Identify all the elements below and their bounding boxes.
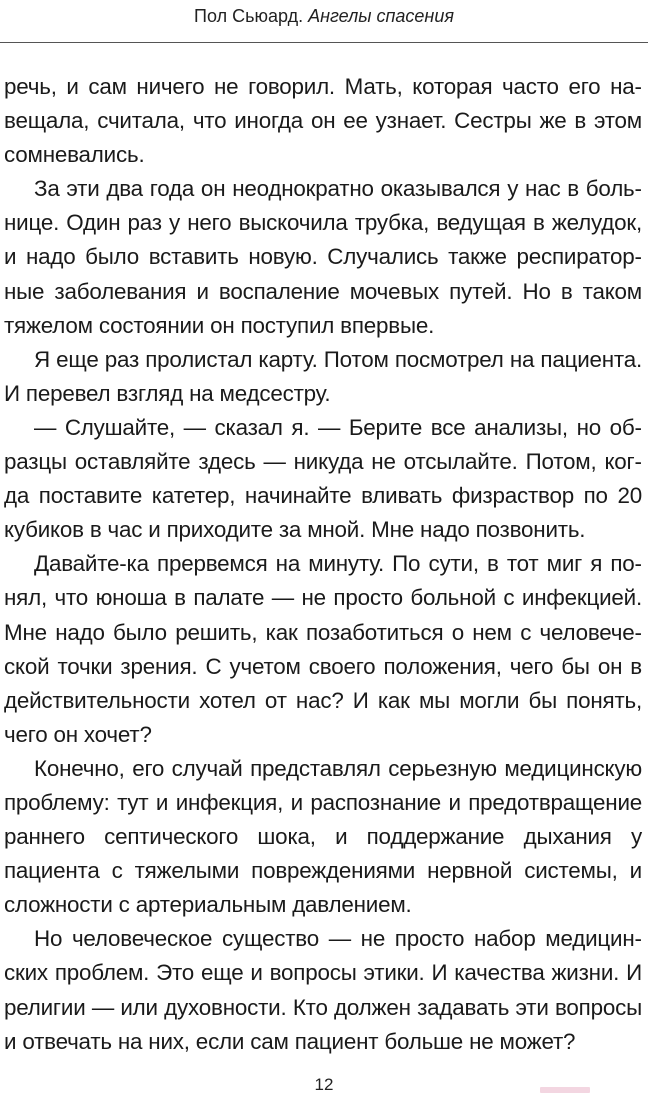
paragraph: За эти два года он неоднократно оказывался у нас в больнице. Один раз у него выскочила трубка, ведущая в желудок, и надо было вставить новую. Случались также респираторные заболевания и воспаление мочевых путей. Но в таком тяжелом состоянии он поступил впервые. <box>4 176 642 338</box>
corner-mark <box>540 1087 590 1093</box>
paragraph-continuation: речь, и сам ничего не говорил. Мать, которая часто его навещала, считала, что иногда он ее узнает. Сестры же в этом сомневались. <box>4 74 642 168</box>
body-text <box>4 70 642 1059</box>
paragraph-dialogue: — Слушайте, — сказал я. — Берите все анализы, но образцы оставляйте здесь — никуда не отсылайте. Потом, когда поставите катетер, начинайте вливать физраствор по 20 кубиков в час и приходите за мной. Мне надо позвонить. <box>4 414 642 543</box>
running-head-author: Пол Сьюард. <box>194 6 304 26</box>
running-head-title: Ангелы спасения <box>308 6 454 26</box>
page-number: 12 <box>314 1075 334 1094</box>
paragraph: Я еще раз пролистал карту. Потом посмотрел на пациента. И перевел взгляд на медсестру. <box>4 346 642 406</box>
paragraph: Давайте-ка прервемся на минуту. По сути, в тот миг я понял, что юноша в палате — не просто больной с инфекцией. Мне надо было решить, как позаботиться о нем с человеческой точки зрения. С учетом своего положения, чего бы он в действительности хотел от нас? И как мы могли бы понять, чего он хочет? <box>4 551 642 747</box>
running-head <box>0 5 648 27</box>
paragraph: Конечно, его случай представлял серьезную медицинскую проблему: тут и инфекция, и распознание и предотвращение раннего септического шока, и поддержание дыхания у пациента с тяжелыми повреждениями нервной системы, и сложности с артериальным давлением. <box>4 755 642 918</box>
header-rule <box>0 42 648 43</box>
paragraph: Но человеческое существо — не просто набор медицинских проблем. Это еще и вопросы этики. И качества жизни. И религии — или духовности. Кто должен задавать эти вопросы и отвечать на них, если сам пациент больше не может? <box>4 926 642 1054</box>
